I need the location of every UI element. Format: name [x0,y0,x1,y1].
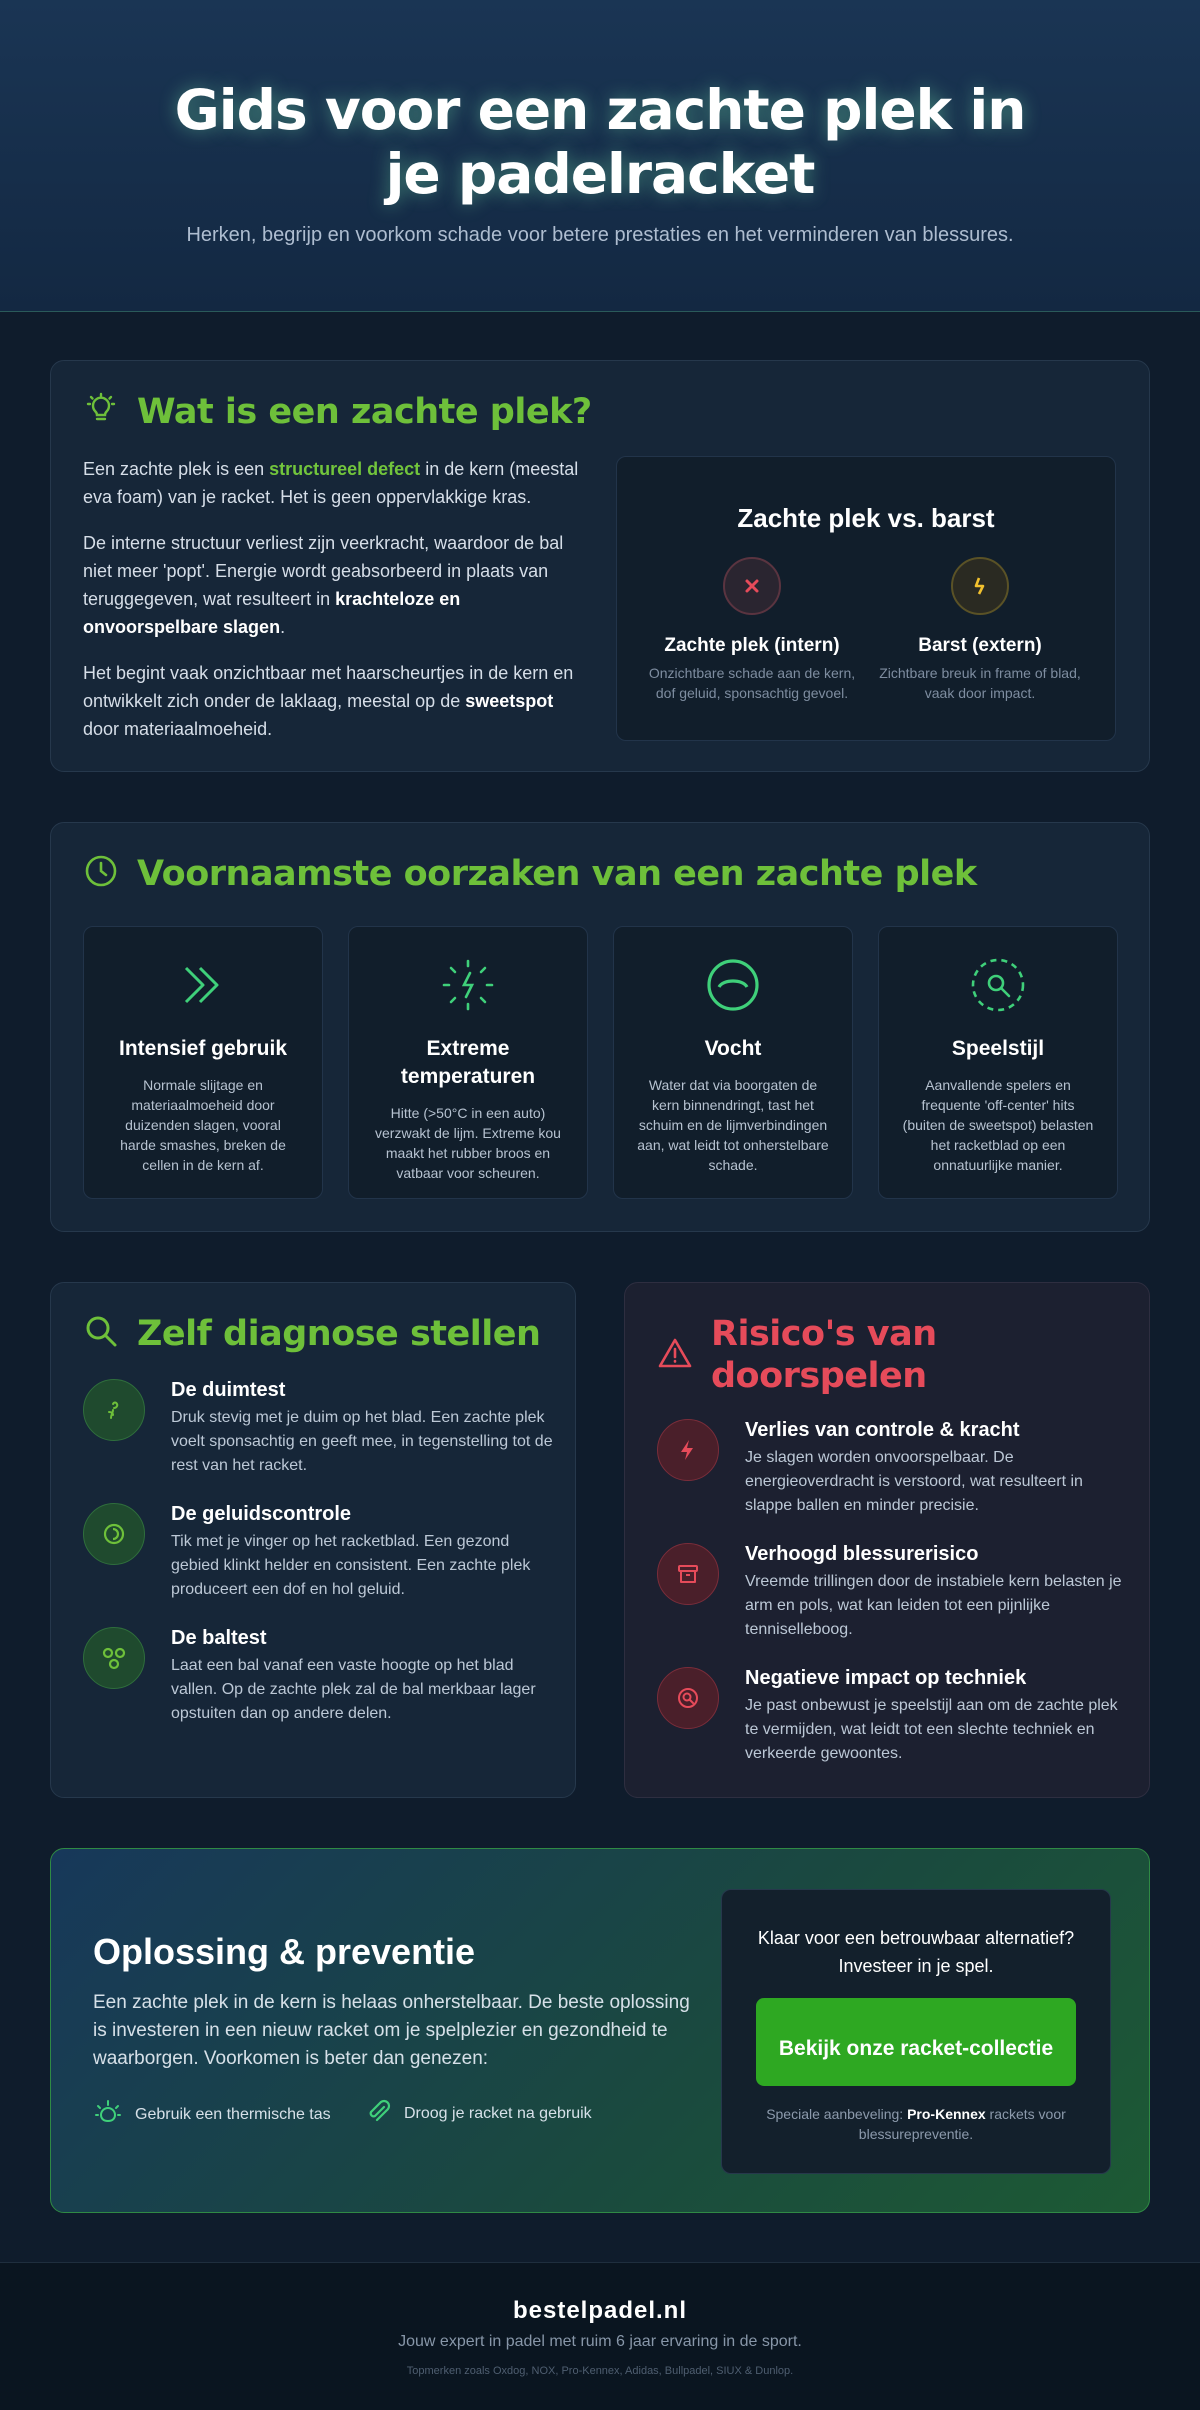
risk-item-title: Verlies van controle & kracht [745,1419,1020,1441]
soft-spot-title: Zachte plek (intern) [664,635,840,656]
section-title: Wat is een zachte plek? [137,391,592,432]
what-paragraph-2: De interne structuur verliest zijn veerkracht, waardoor de bal niet meer 'popt'. Energie wordt geabsorbeerd in plaats van teruggegeven, wat resulteert in krachteloze en onvoorspelbare slagen. [83,533,564,637]
crack-title: Barst (extern) [918,635,1042,656]
sun-bolt-icon [371,955,565,1015]
search-icon [83,1313,119,1354]
crack-desc: Zichtbare breuk in frame of blad, vaak door impact. [879,665,1081,701]
cause-title: Extreme temperaturen [400,1037,536,1088]
warning-icon [657,1335,693,1376]
risk-item-desc: Je past onbewust je speelstijl aan om de zachte plek te vermijden, wat leidt tot een slechte techniek en verkeerde gewoontes. [745,1697,1118,1762]
section-title: Risico's van doorspelen [711,1314,937,1396]
section-title: Zelf diagnose stellen [137,1313,541,1354]
balls-icon [83,1627,145,1689]
lightning-icon [951,557,1009,615]
diagnose-section [50,1282,576,1798]
risk-item-desc: Je slagen worden onvoorspelbaar. De energieoverdracht is verstoord, wat resulteert in slappe ballen en minder precisie. [745,1449,1083,1514]
paperclip-icon [364,2097,392,2130]
cause-title: Speelstijl [951,1037,1045,1060]
lightning-icon [657,1419,719,1481]
comparison-title: Zachte plek vs. barst [737,503,995,533]
tip-dry-racket [364,2097,592,2130]
racket-collection-button[interactable]: Bekijk onze racket-collectie [756,1998,1076,2086]
diagnose-item-desc: Tik met je vinger op het racketblad. Een gezond gebied klinkt helder en consistent. Een zachte plek produceert een dof en hol geluid. [171,1533,531,1598]
risk-item [657,1543,1127,1642]
thermometer-sun-icon [93,2097,123,2132]
cause-desc: Normale slijtage en materiaalmoeheid door duizenden slagen, vooral harde smashes, breken de cellen in de kern af. [120,1077,286,1173]
cause-title: Intensief gebruik [118,1037,288,1060]
target-search-icon [901,955,1095,1015]
cause-card [878,926,1118,1199]
gauge-icon [636,955,830,1015]
diagnose-item-title: De geluidscontrole [171,1503,352,1525]
section-title: Oplossing & preventie [93,1931,476,1972]
causes-section [50,822,1150,1232]
cause-desc: Hitte (>50°C in een auto) verzwakt de lijm. Extreme kou maakt het rubber broos en vatbaar voor scheuren. [375,1105,561,1181]
archive-icon [657,1543,719,1605]
cause-title: Vocht [704,1037,762,1060]
comparison-box [616,456,1116,741]
cause-desc: Water dat via boorgaten de kern binnendringt, tast het schuim en de lijmverbindingen aan, wat leidt tot onherstelbare schade. [637,1077,829,1173]
tip-thermal-bag [93,2097,331,2132]
footer-tagline: Jouw expert in padel met ruim 6 jaar ervaring in de sport. [398,2333,802,2350]
diagnose-item-desc: Druk stevig met je duim op het blad. Een zachte plek voelt sponsachtig en geeft mee, in tegenstelling tot de rest van het racket. [171,1409,553,1474]
cause-card [613,926,853,1199]
risk-item-title: Verhoogd blessurerisico [745,1543,979,1565]
footer-brands: Topmerken zoals Oxdog, NOX, Pro-Kennex, Adidas, Bullpadel, SIUX & Dunlop. [406,2365,794,2377]
cta-question: Klaar voor een betrouwbaar alternatief? Investeer in je spel. [757,1928,1075,1976]
page-subtitle: Herken, begrijp en voorkom schade voor betere prestaties en het verminderen van blessures. [186,224,1014,246]
footer-brand[interactable]: bestelpadel.nl [512,2297,688,2324]
cta-note: Speciale aanbeveling: Pro-Kennex rackets voor blessurepreventie. [766,2106,1066,2142]
solution-section [50,1848,1150,2213]
risk-item-title: Negatieve impact op techniek [745,1667,1027,1689]
hero [0,0,1200,312]
section-title: Voornaamste oorzaken van een zachte plek [137,853,977,894]
cause-desc: Aanvallende spelers en frequente 'off-center' hits (buiten de sweetspot) belasten het racketblad op een onnatuurlijke manier. [902,1077,1094,1173]
what-paragraph-3: Het begint vaak onzichtbaar met haarscheurtjes in de kern en ontwikkelt zich onder de laklaag, meestal op de sweetspot door materiaalmoeheid. [83,663,574,739]
page-title: Gids voor een zachte plek in je padelracket [174,78,1026,206]
lightbulb-icon [83,391,119,432]
risk-item [657,1419,1127,1518]
diagnose-item-title: De baltest [171,1627,267,1649]
cause-card [83,926,323,1199]
solution-lead: Een zachte plek in de kern is helaas onherstelbaar. De beste oplossing is investeren in een nieuw racket om je spelplezier en gezondheid te waarborgen. Voorkomen is beter dan genezen: [93,1992,690,2069]
diagnose-item-desc: Laat een bal vanaf een vaste hoogte op het blad vallen. Op de zachte plek zal de bal merkbaar lager opstuiten dan op andere delen. [171,1657,536,1722]
risks-section [624,1282,1150,1798]
risk-item [657,1667,1127,1766]
soft-spot-desc: Onzichtbare schade aan de kern, dof geluid, sponsachtig gevoel. [648,665,856,701]
double-chevron-icon [106,955,300,1015]
magnify-circle-icon [657,1667,719,1729]
clock-icon [83,853,119,894]
soft-spot-column [647,557,857,703]
cta-box [721,1889,1111,2174]
diagnose-item [83,1503,553,1602]
what-is-section [50,360,1150,772]
cause-card [348,926,588,1199]
what-paragraph-1: Een zachte plek is een structureel defect in de kern (meestal eva foam) van je racket. Het is geen oppervlakkige kras. [83,459,579,507]
diagnose-item [83,1379,553,1478]
footer [0,2262,1200,2410]
diagnose-item-title: De duimtest [171,1379,286,1401]
crack-column [875,557,1085,703]
diagnose-item [83,1627,553,1726]
tip-text: Gebruik een thermische tas [135,2105,331,2123]
sound-icon [83,1503,145,1565]
x-icon [723,557,781,615]
thumb-icon [83,1379,145,1441]
risk-item-desc: Vreemde trillingen door de instabiele kern belasten je arm en pols, wat kan leiden tot een pijnlijke tenniselleboog. [745,1573,1122,1638]
tip-text: Droog je racket na gebruik [404,2104,592,2122]
